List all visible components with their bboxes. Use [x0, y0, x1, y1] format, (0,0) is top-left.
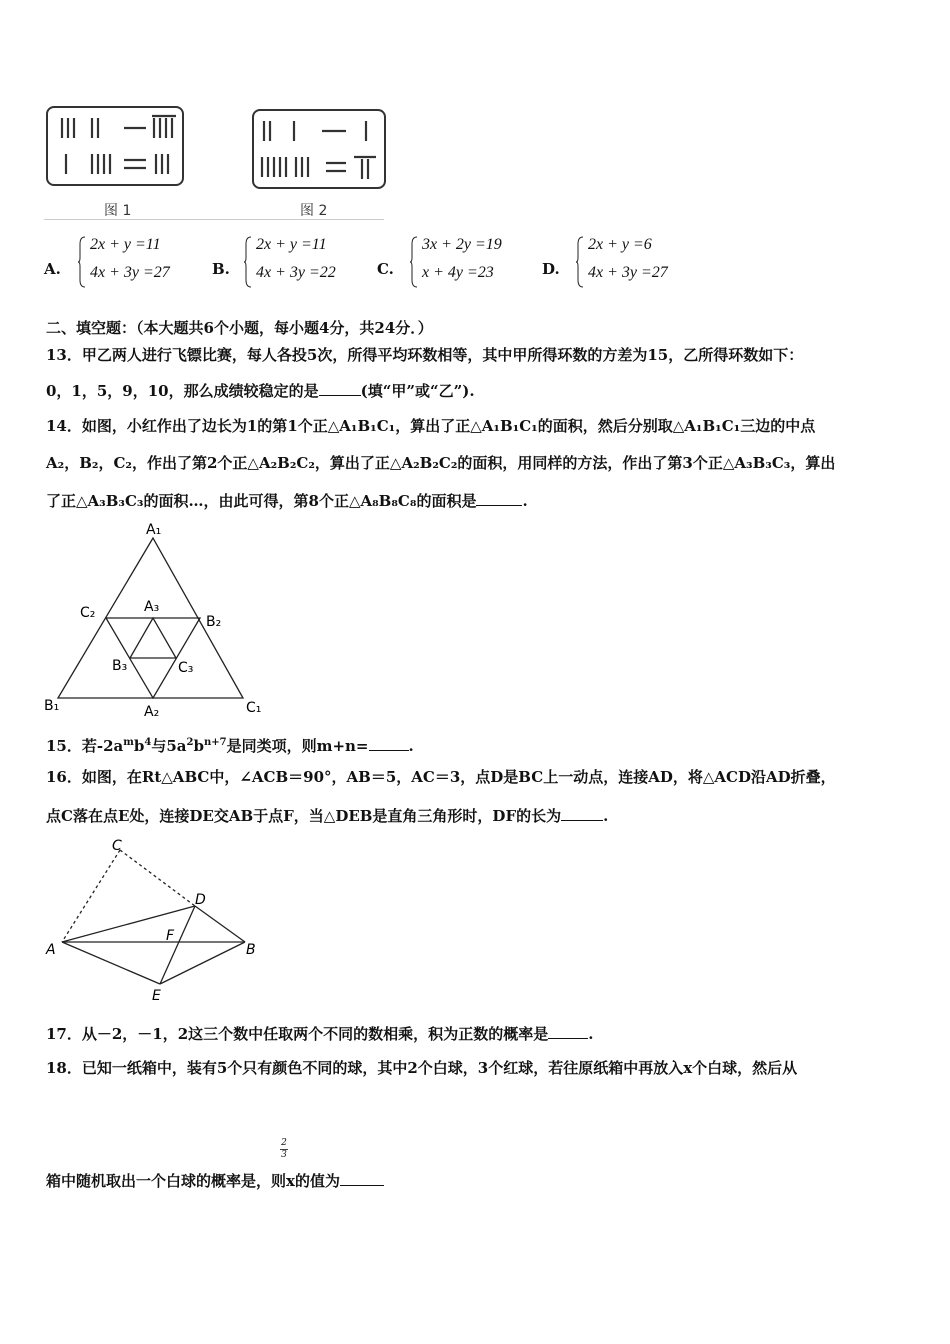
option-a-eq2: 4x + 3y =27 — [90, 264, 170, 281]
label-a2: A₂ — [144, 704, 160, 720]
q15-f: . — [408, 737, 414, 755]
q15-sup-n7: n+7 — [203, 737, 227, 748]
figure-2-caption: 图 2 — [300, 203, 328, 219]
q15-answer-blank[interactable] — [369, 736, 409, 751]
option-a-eq1: 2x + y =11 — [90, 236, 161, 253]
label-a1: A₁ — [146, 522, 162, 538]
label-d: D — [195, 892, 206, 908]
q14-line3 — [46, 491, 528, 511]
option-c-eq1: 3x + 2y =19 — [422, 236, 502, 253]
q18-frac-num: 2 — [281, 1138, 287, 1148]
q14-answer-blank[interactable] — [476, 491, 522, 506]
figure-2-box — [252, 109, 386, 189]
q18-frac-den: 3 — [281, 1150, 287, 1160]
q15-sup-m: m — [123, 737, 134, 748]
option-b-eq2: 4x + 3y =22 — [256, 264, 336, 281]
nested-triangles-figure — [40, 520, 270, 722]
q17-b: . — [588, 1025, 594, 1043]
option-a-system — [78, 236, 228, 292]
fold-triangle-figure — [40, 836, 270, 1004]
q15-d: b — [193, 737, 204, 755]
q17-line — [46, 1024, 593, 1044]
label-c: C — [112, 838, 122, 854]
figure-1-box — [46, 106, 184, 186]
option-d-eq1: 2x + y =6 — [588, 236, 652, 253]
option-d-system — [576, 236, 726, 292]
label-b2: B₂ — [206, 614, 222, 630]
triangle-a3b3c3 — [130, 618, 176, 658]
brace-icon — [244, 236, 252, 288]
label-b3: B₃ — [112, 658, 128, 674]
q16-line1: 16．如图，在Rt△ABC中，∠ACB＝90°，AB＝5，AC＝3，点D是BC上一动点，连接AD，将△ACD沿AD折叠， — [46, 768, 836, 786]
label-c1: C₁ — [246, 700, 262, 716]
q14-line3-a: 了正△A₃B₃C₃的面积…，由此可得，第8个正△A₈B₈C₈的面积是 — [46, 492, 477, 510]
q17-answer-blank[interactable] — [548, 1024, 588, 1039]
label-a: A — [46, 942, 56, 958]
figure-1-rods — [48, 108, 182, 184]
q14-line2: A₂，B₂，C₂，作出了第2个正△A₂B₂C₂，算出了正△A₂B₂C₂的面积，用同样的方法，作出了第3个正△A₃B₃C₃，算出 — [46, 454, 836, 472]
option-d-label: D. — [542, 260, 560, 278]
brace-icon — [410, 236, 418, 288]
option-b-system — [244, 236, 394, 292]
q15-line — [46, 733, 414, 756]
label-a3: A₃ — [144, 599, 160, 615]
label-f: F — [166, 928, 175, 944]
option-c-eq2: x + 4y =23 — [422, 264, 494, 281]
q16-line2-b: . — [603, 807, 609, 825]
option-c-label: C. — [377, 260, 394, 278]
label-b1: B₁ — [44, 698, 60, 714]
q14-line3-b: . — [522, 492, 528, 510]
brace-icon — [78, 236, 86, 288]
q16-line2-a: 点C落在点E处，连接DE交AB于点F，当△DEB是直角三角形时，DF的长为 — [46, 807, 562, 825]
label-c3: C₃ — [178, 660, 194, 676]
section-2-heading: 二、填空题：（本大题共6个小题，每小题4分，共24分．） — [46, 319, 433, 337]
q13-line2-a: 0，1，5，9，10，那么成绩较稳定的是 — [46, 382, 319, 400]
q13-line2 — [46, 381, 475, 401]
q13-line2-b: (填“甲”或“乙”). — [360, 382, 475, 400]
q14-line1: 14．如图，小红作出了边长为1的第1个正△A₁B₁C₁，算出了正△A₁B₁C₁的面积，然后分别取△A₁B₁C₁三边的中点 — [46, 417, 816, 435]
option-a-label: A. — [44, 260, 61, 278]
options-row — [44, 234, 924, 294]
label-e: E — [152, 988, 161, 1004]
option-d-eq2: 4x + 3y =27 — [588, 264, 668, 281]
q15-e: 是同类项，则m+n= — [226, 737, 369, 755]
q17-a: 17．从－2，－1，2这三个数中任取两个不同的数相乘，积为正数的概率是 — [46, 1025, 549, 1043]
brace-icon — [576, 236, 584, 288]
q16-line2 — [46, 806, 608, 826]
q15-c: 与5a — [151, 737, 187, 755]
q13-line1: 13．甲乙两人进行飞镖比赛，每人各投5次，所得平均环数相等，其中甲所得环数的方差为15，乙所得环数如下： — [46, 346, 804, 364]
q18-line2-text: 箱中随机取出一个白球的概率是，则x的值为 — [46, 1172, 340, 1190]
figure-rods-panel — [44, 104, 384, 220]
figure-2-rods — [254, 111, 384, 187]
figure-1-caption: 图 1 — [104, 203, 132, 219]
q15-a: 15．若-2a — [46, 737, 124, 755]
q18-line1: 18．已知一纸箱中，装有5个只有颜色不同的球，其中2个白球，3个红球，若往原纸箱中再放入x个白球，然后从 — [46, 1059, 798, 1077]
q16-answer-blank[interactable] — [561, 806, 603, 821]
q13-answer-blank[interactable] — [319, 381, 361, 396]
option-c-system — [410, 236, 560, 292]
q15-sup-4: 4 — [144, 737, 152, 748]
label-b: B — [246, 942, 256, 958]
q15-sup-2: 2 — [186, 737, 194, 748]
q15-b: b — [133, 737, 145, 755]
q18-line2 — [46, 1171, 384, 1191]
option-b-label: B. — [212, 260, 230, 278]
label-c2: C₂ — [80, 605, 96, 621]
q18-answer-blank[interactable] — [340, 1171, 384, 1186]
option-b-eq1: 2x + y =11 — [256, 236, 327, 253]
q18-fraction — [278, 1138, 290, 1161]
